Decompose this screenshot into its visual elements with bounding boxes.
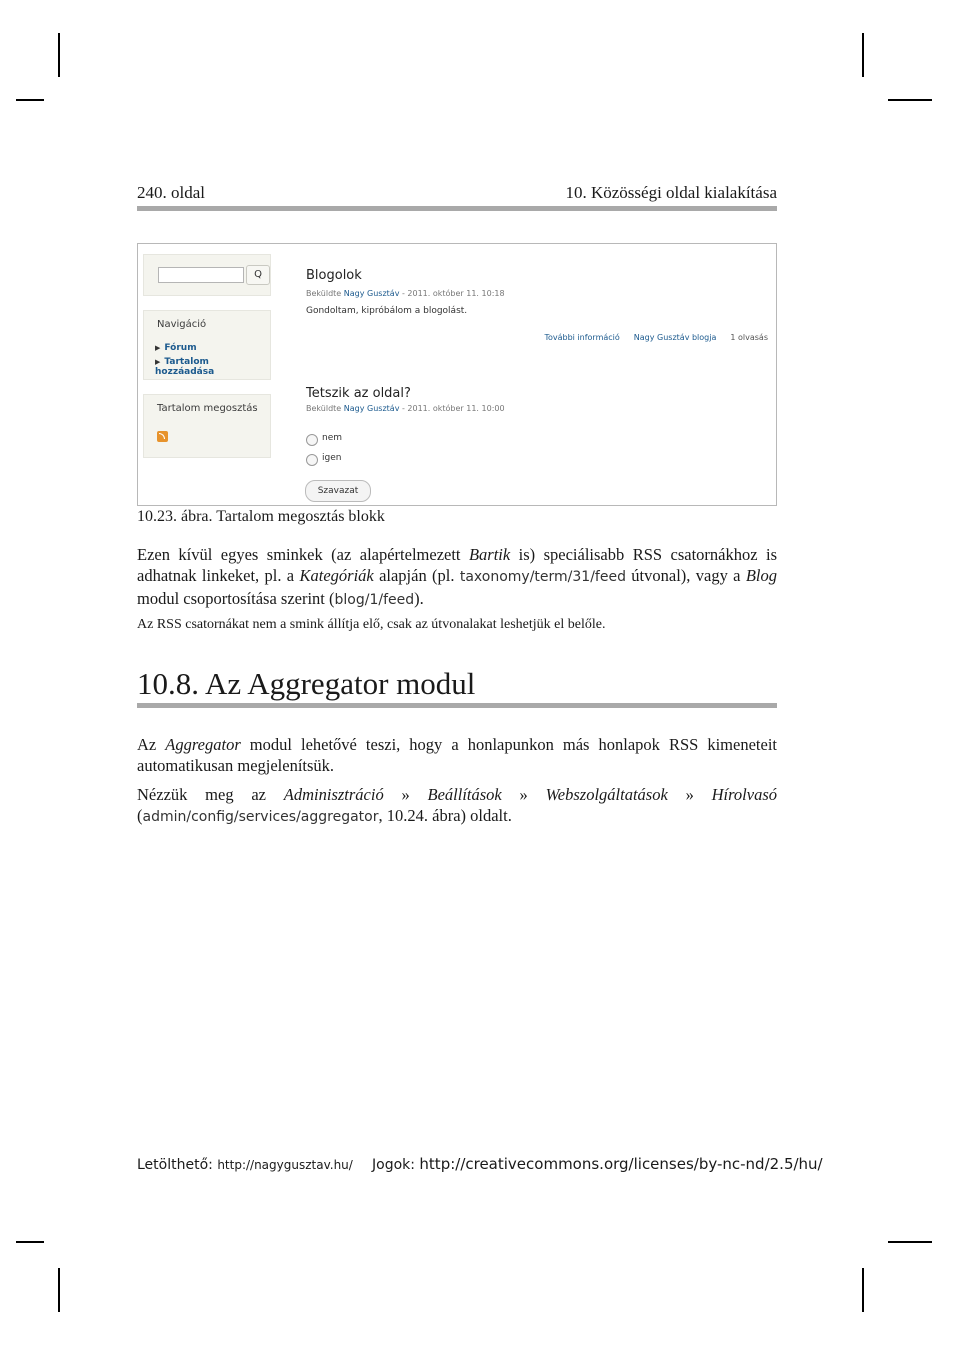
figure-caption: 10.23. ábra. Tartalom megosztás blokk: [137, 508, 385, 525]
arrow-right-icon: ▶: [155, 344, 161, 352]
poll-meta: Beküldte Nagy Gusztáv - 2011. október 11. 10:00: [306, 404, 505, 413]
nav-item-add-content[interactable]: ▶ Tartalom hozzáadása: [155, 357, 215, 377]
chapter-title: 10. Közösségi oldal kialakítása: [565, 183, 777, 202]
share-title: Tartalom megosztás: [157, 403, 258, 414]
crop-mark: [58, 1268, 60, 1312]
search-block: [143, 254, 271, 296]
poll-radio-igen[interactable]: [306, 454, 318, 466]
crop-mark: [888, 1241, 932, 1243]
header-rule: [137, 206, 777, 211]
page-number: 240. oldal: [137, 183, 205, 202]
search-icon[interactable]: Q: [246, 265, 270, 285]
poll-author-link[interactable]: Nagy Gusztáv: [343, 404, 400, 413]
vote-button[interactable]: Szavazat: [305, 480, 371, 502]
navigation-block: [143, 310, 271, 380]
paragraph: Nézzük meg az Adminisztráció » Beállítások » Webszolgáltatások » Hírolvasó (admin/config/services/aggregator, 10.24. ábra) oldalt.: [137, 785, 777, 825]
crop-mark: [862, 33, 864, 77]
crop-mark: [16, 1241, 44, 1243]
nav-item-forum[interactable]: ▶ Fórum: [155, 343, 197, 353]
download-link[interactable]: http://nagygusztav.hu/: [217, 1158, 353, 1172]
poll-radio-nem[interactable]: [306, 434, 318, 446]
content-share-block: [143, 394, 271, 458]
license-link[interactable]: http://creativecommons.org/licenses/by-nc-nd/2.5/hu/: [419, 1155, 823, 1173]
paragraph: Ezen kívül egyes sminkek (az alapértelmezett Bartik is) speciálisabb RSS csatornákhoz is adhatnak linkeket, pl. a Kategóriák alapján (pl. taxonomy/term/31/feed útvonal), vagy a Blog modul csoportosítása szerint (blog/1/feed).: [137, 545, 778, 608]
section-heading: 10.8. Az Aggregator modul: [137, 666, 476, 701]
crop-mark: [58, 33, 60, 77]
post-title[interactable]: Blogolok: [306, 268, 362, 283]
post-body: Gondoltam, kipróbálom a blogolást.: [306, 306, 468, 316]
navigation-title: Navigáció: [157, 319, 207, 330]
arrow-right-icon: ▶: [155, 358, 161, 366]
read-more-link[interactable]: További információ: [544, 333, 620, 342]
footer-license: Jogok: http://creativecommons.org/licenses/by-nc-nd/2.5/hu/: [372, 1155, 823, 1173]
post-links: [530, 333, 768, 342]
poll-title[interactable]: Tetszik az oldal?: [306, 386, 411, 401]
post-author-link[interactable]: Nagy Gusztáv: [343, 289, 400, 298]
post-meta: Beküldte Nagy Gusztáv - 2011. október 11. 10:18: [306, 289, 505, 298]
poll-option-label: igen: [322, 453, 342, 463]
read-count: 1 olvasás: [730, 333, 768, 342]
sidebar: [143, 254, 271, 458]
user-blog-link[interactable]: Nagy Gusztáv blogja: [633, 333, 717, 342]
crop-mark: [888, 99, 932, 101]
search-input[interactable]: [158, 267, 244, 283]
poll-option-label: nem: [322, 433, 343, 443]
note: Az RSS csatornákat nem a smink állítja elő, csak az útvonalakat leshetjük el belőle.: [137, 617, 606, 632]
paragraph: Az Aggregator modul lehetővé teszi, hogy a honlapunkon más honlapok RSS kimeneteit automatikusan megjelenítsük.: [137, 735, 777, 775]
footer-download: Letölthető: http://nagygusztav.hu/: [137, 1157, 353, 1173]
crop-mark: [862, 1268, 864, 1312]
crop-mark: [16, 99, 44, 101]
section-rule: [137, 703, 777, 708]
rss-icon[interactable]: [157, 431, 168, 442]
figure-screenshot: [137, 243, 777, 506]
